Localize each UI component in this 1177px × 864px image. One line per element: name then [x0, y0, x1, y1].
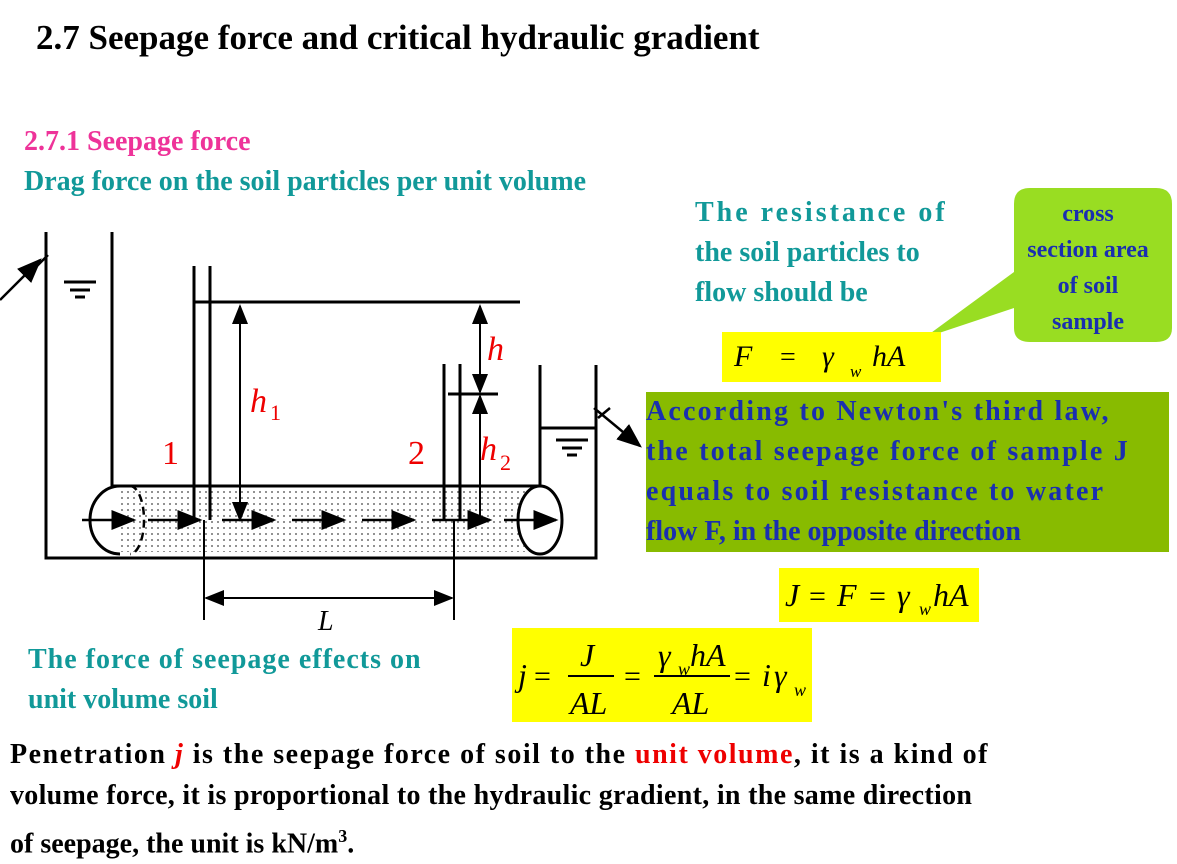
newton-line-4: flow F, in the opposite direction — [646, 516, 1021, 547]
force-line-2: unit volume soil — [28, 684, 218, 715]
callout-line-4: sample — [1052, 309, 1124, 335]
conclusion-line-3a: of seepage, the unit is kN/m — [10, 828, 339, 860]
conclusion-line-2: volume force, it is proportional to the hydraulic gradient, in the same direction — [10, 780, 973, 811]
eq2-w-sub: w — [919, 599, 932, 619]
conclusion-p1: Penetration — [10, 739, 175, 770]
conclusion-p3: , it is a kind of — [793, 739, 989, 770]
piezometer-1 — [194, 266, 520, 620]
page-title: 2.7 Seepage force and critical hydraulic gradient — [36, 18, 760, 57]
eq3-w-sub: w — [794, 680, 807, 700]
label-piezometer-2: 2 — [408, 435, 425, 472]
conclusion-p2: is the seepage force of soil to the — [184, 739, 636, 770]
label-h2-sub: 2 — [500, 450, 511, 475]
label-length: L — [318, 606, 334, 637]
eq3-equals-3: = — [734, 660, 751, 693]
eq2-F: F — [837, 577, 857, 613]
eq-gamma: γ — [822, 340, 834, 373]
resistance-line-1: The resistance of — [695, 197, 948, 228]
label-piezometer-1: 1 — [162, 435, 179, 472]
force-line-1: The force of seepage effects on — [28, 644, 422, 675]
callout-text — [1008, 196, 1168, 340]
conclusion-superscript: 3 — [338, 826, 348, 846]
eq3-den-AL-2: AL — [672, 685, 710, 721]
equation-total-force — [779, 568, 979, 622]
eq3-equals-1: = — [534, 660, 551, 693]
eq-F: F — [734, 340, 753, 373]
newton-line-2: the total seepage force of sample J — [646, 436, 1130, 467]
callout-line-2: section area — [1027, 237, 1149, 263]
conclusion-line-3 — [10, 816, 1170, 864]
newton-line-3: equals to soil resistance to water — [646, 476, 1106, 507]
eq2-J: J — [785, 577, 800, 613]
conclusion-text — [10, 734, 1170, 864]
eq3-num-J: J — [580, 637, 595, 673]
eq3-j: j — [518, 657, 527, 693]
eq3-den-AL-1: AL — [570, 685, 608, 721]
eq-w-sub: w — [850, 362, 862, 381]
force-description — [28, 640, 422, 720]
eq-hA: hA — [872, 340, 906, 373]
eq3-num-w-sub: w — [678, 659, 691, 679]
eq2-gamma: γ — [897, 577, 910, 613]
eq2-equals-1: = — [809, 580, 826, 613]
eq3-num-gamma: γ — [658, 637, 671, 673]
section-heading: 2.7.1 Seepage force — [24, 126, 251, 157]
resistance-line-3: flow should be — [695, 277, 868, 308]
eq3-gamma: γ — [774, 657, 787, 693]
conclusion-line-3b: . — [347, 828, 355, 860]
conclusion-line-1 — [10, 734, 1170, 775]
label-h2: h — [480, 431, 497, 468]
definition-text: Drag force on the soil particles per unit volume — [24, 166, 587, 197]
label-h: h — [487, 331, 504, 368]
equation-seepage-force — [512, 628, 812, 722]
water-level-right — [556, 408, 640, 455]
eq2-equals-2: = — [869, 580, 886, 613]
label-h1: h — [250, 383, 267, 420]
label-h1-sub: 1 — [270, 400, 281, 425]
head-arrows — [206, 306, 480, 598]
conclusion-j: j — [174, 739, 185, 770]
equation-resistance — [722, 332, 941, 382]
newton-box — [646, 392, 1169, 552]
eq2-hA: hA — [933, 577, 969, 613]
eq3-num-hA: hA — [690, 637, 726, 673]
seepage-apparatus-diagram — [0, 220, 660, 640]
water-level-left — [0, 255, 96, 300]
eq3-equals-2: = — [624, 660, 641, 693]
resistance-line-2: the soil particles to — [695, 237, 920, 268]
conclusion-unit-volume: unit volume — [635, 739, 794, 770]
callout-line-3: of soil — [1057, 273, 1119, 299]
newton-line-1: According to Newton's third law, — [646, 396, 1111, 427]
callout-line-1: cross — [1062, 201, 1114, 227]
eq-equals: = — [780, 342, 796, 373]
eq3-i: i — [762, 657, 771, 693]
